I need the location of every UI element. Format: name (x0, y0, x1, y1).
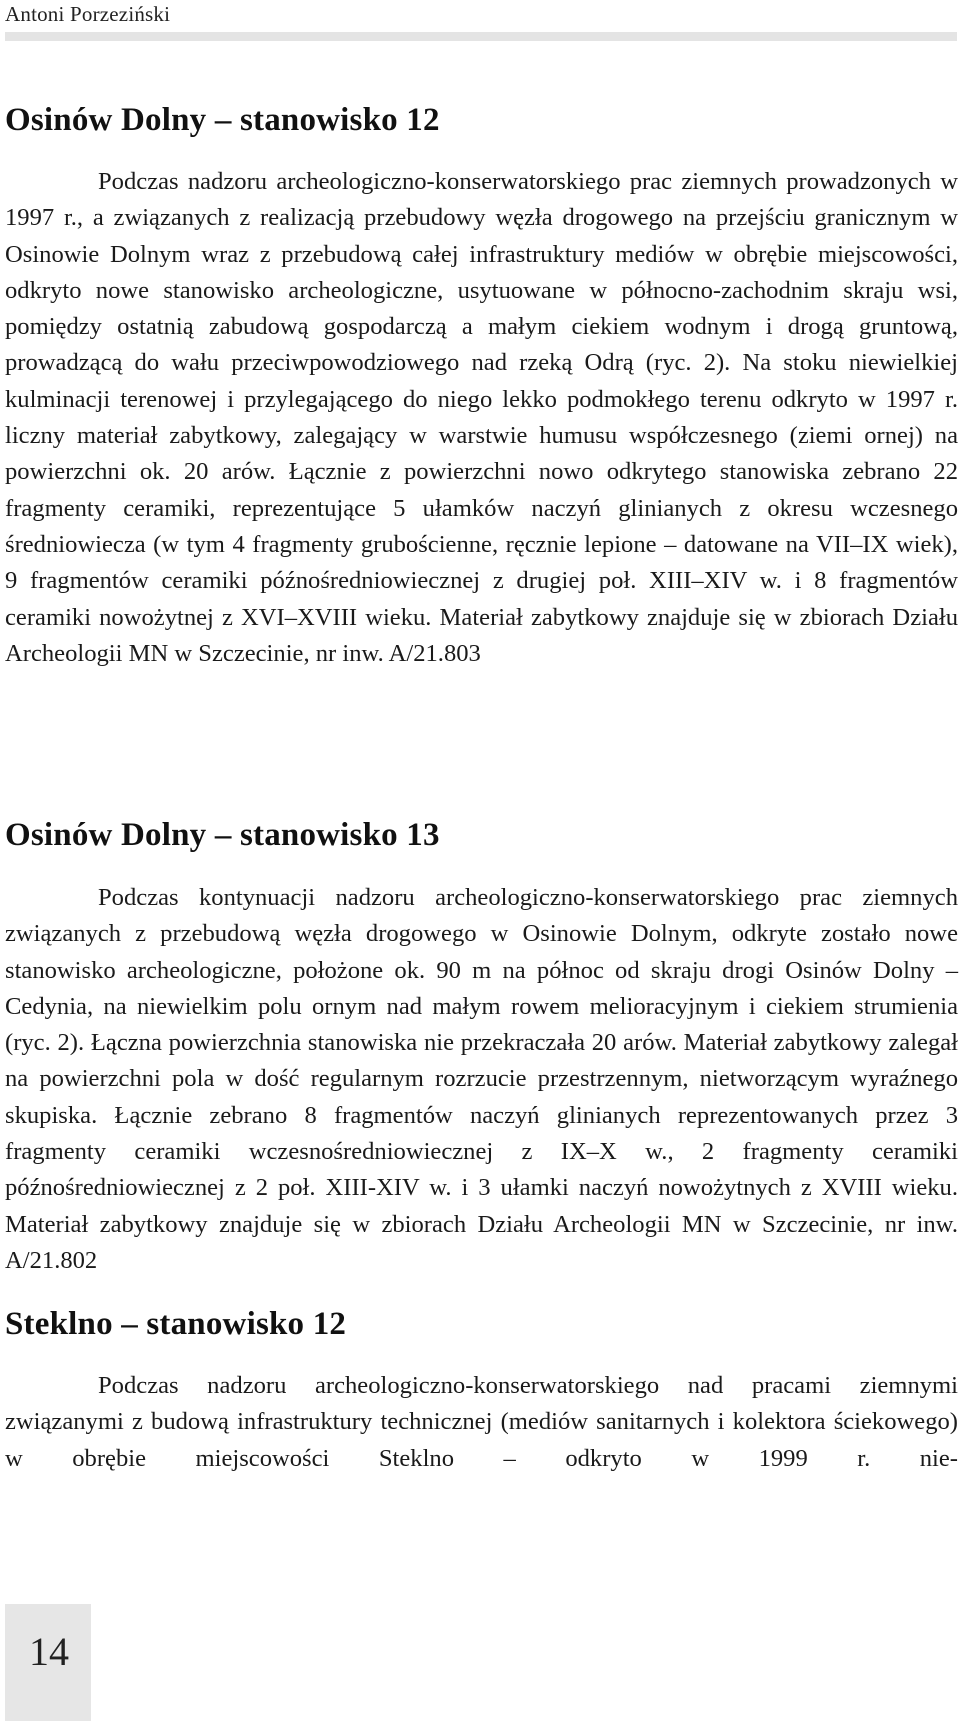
section-heading-osinow-13: Osinów Dolny – stanowisko 13 (5, 817, 440, 853)
section-paragraph-steklno-12: Podczas nadzoru archeologiczno-konserwatorskiego nad pracami ziemnymi związanymi z budową infrastruktury technicznej (mediów sanitarnych i kolektora ściekowego) w obrębie miejscowości Steklno – odkryto w 1999 r. nie- (5, 1372, 958, 1472)
running-header-author: Antoni Porzeziński (5, 2, 171, 26)
header-rule (5, 32, 957, 41)
section-paragraph-osinow-13: Podczas kontynuacji nadzoru archeologiczno-konserwatorskiego prac ziemnych związanych z przebudową węzła drogowego w Osinowie Dolnym, odkryte zostało nowe stanowisko archeologiczne, położone ok. 90 m na północ od skraju drogi Osinów Dolny – Cedynia, na niewielkim polu ornym nad małym rowem melioracyjnym i ciekiem strumienia (ryc. 2). Łączna powierzchnia stanowiska nie przekraczała 20 arów. Materiał zabytkowy zalegał na powierzchni pola w dość regularnym rozrzucie przestrzennym, nietworzącym wyraźnego skupiska. Łącznie zebrano 8 fragmentów naczyń glinianych reprezentowanych przez 3 fragmenty ceramiki wczesnośredniowiecznej z IX–X w., 2 fragmenty ceramiki późnośredniowiecznej z 2 poł. XIII-XIV w. i 3 ułamki naczyń nowożytnych z XVIII wieku. Materiał zabytkowy znajduje się w zbiorach Działu Archeologii MN w Szczecinie, nr inw. A/21.802 (5, 884, 958, 1274)
section-heading-steklno-12: Steklno – stanowisko 12 (5, 1306, 347, 1342)
section-paragraph-osinow-12: Podczas nadzoru archeologiczno-konserwatorskiego prac ziemnych prowadzonych w 1997 r., a związanych z realizacją przebudowy węzła drogowego na przejściu granicznym w Osinowie Dolnym wraz z przebudową całej infrastruktury mediów w obrębie miejscowości, odkryto nowe stanowisko archeologiczne, usytuowane w północno-zachodnim skraju wsi, pomiędzy ostatnią zabudową gospodarczą a małym ciekiem wodnym i drogą gruntową, prowadzącą do wału przeciwpowodziowego nad rzeką Odrą (ryc. 2). Na stoku niewielkiej kulminacji terenowej i przylegającego do niego lekko podmokłego terenu odkryto w 1997 r. liczny materiał zabytkowy, zalegający w warstwie humusu współczesnego (ziemi ornej) na powierzchni ok. 20 arów. Łącznie z powierzchni nowo odkrytego stanowiska zebrano 22 fragmenty ceramiki, reprezentujące 5 ułamków naczyń glinianych z okresu wczesnego średniowiecza (w tym 4 fragmenty grubościenne, ręcznie lepione – datowane na VII–IX wiek), 9 fragmentów ceramiki późnośredniowiecznej z drugiej poł. XIII–XIV w. i 8 fragmentów ceramiki nowożytnej z XVI–XVIII wieku. Materiał zabytkowy znajduje się w zbiorach Działu Archeologii MN w Szczecinie, nr inw. A/21.803 (5, 168, 958, 667)
page-number: 14 (29, 1629, 69, 1674)
section-heading-osinow-12: Osinów Dolny – stanowisko 12 (5, 102, 440, 138)
page-number-box (5, 1604, 91, 1721)
